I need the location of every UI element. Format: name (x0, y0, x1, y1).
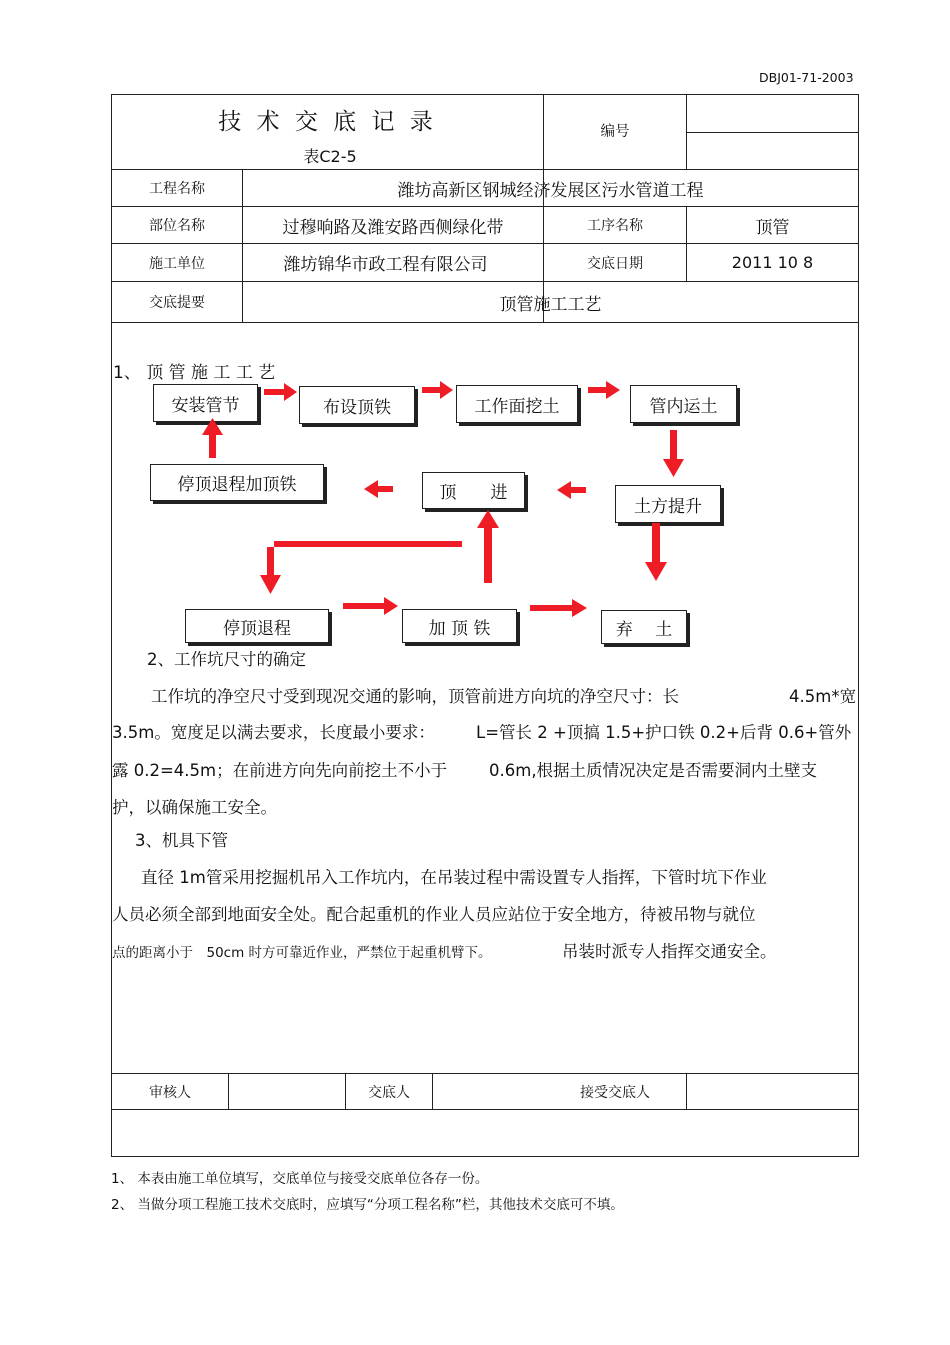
section-3-line-2: 人员必须全部到地面安全处。配合起重机的作业人员应站位于安全地方，待被吊物与就位 (112, 905, 756, 924)
arrow-right-icon (343, 597, 398, 615)
project-name: 潍坊高新区钢城经济发展区污水管道工程 (397, 180, 704, 201)
summary-label: 交底提要 (149, 295, 205, 311)
discloser-field[interactable] (433, 1074, 543, 1109)
number-label: 编号 (600, 123, 630, 140)
section-2-heading: 2、工作坑尺寸的确定 (147, 650, 306, 669)
part-name: 过穆响路及潍安路西侧绿化带 (282, 217, 504, 238)
arrow-right-icon (264, 383, 297, 401)
process-name-label: 工序名称 (587, 218, 643, 234)
project-name-label: 工程名称 (149, 181, 205, 197)
arrow-down-icon (663, 430, 684, 477)
discloser-label: 交底人 (368, 1084, 410, 1101)
section-2-line-3-end: 0.6m,根据土质情况决定是否需要洞内土壁支 (489, 761, 818, 780)
flow-node-add-jacking-iron: 加 顶 铁 (402, 609, 517, 643)
footnote-1: 1、 本表由施工单位填写，交底单位与接受交底单位各存一份。 (111, 1171, 489, 1187)
construction-unit: 潍坊锦华市政工程有限公司 (283, 255, 488, 275)
section-3-line-1: 直径 1m管采用挖掘机吊入工作坑内，在吊装过程中需设置专人指挥，下管时坑下作业 (141, 868, 767, 887)
flow-node-jacking: 顶 进 (422, 472, 525, 509)
form-number: 表C2-5 (303, 146, 357, 166)
construction-unit-label: 施工单位 (149, 255, 205, 272)
document-code: DBJ01-71-2003 (759, 70, 854, 85)
section-2-line-4: 护，以确保施工安全。 (112, 798, 277, 817)
flowchart-heading: 1、 顶 管 施 工 工 艺 (113, 363, 276, 383)
section-3-heading: 3、机具下管 (135, 831, 228, 850)
part-name-label: 部位名称 (149, 218, 205, 234)
summary: 顶管施工工艺 (499, 294, 602, 315)
process-name: 顶管 (755, 217, 790, 238)
footnote-2: 2、 当做分项工程施工技术交底时，应填写“分项工程名称”栏，其他技术交底可不填。 (111, 1197, 624, 1213)
arrow-left-icon (364, 480, 393, 498)
flow-node-lay-jacking-iron: 布设顶铁 (299, 386, 415, 424)
flow-node-face-excavation: 工作面挖土 (456, 385, 578, 423)
reviewer-label: 审核人 (149, 1084, 191, 1101)
section-2-line-3-start: 露 0.2=4.5m；在前进方向先向前挖土不小于 (112, 761, 448, 780)
number-field-1[interactable] (687, 95, 858, 132)
arrow-right-icon (588, 381, 620, 399)
flow-node-pipe-transport: 管内运土 (630, 385, 737, 423)
document-title: 技 术 交 底 记 录 (218, 108, 437, 135)
flow-node-discard-soil: 弃 土 (601, 610, 687, 644)
receiver-field[interactable] (687, 1074, 858, 1109)
arrow-up-icon (477, 510, 499, 583)
receiver-label: 接受交底人 (580, 1084, 650, 1101)
section-2-line-2-start: 3.5m。宽度足以满去要求，长度最小要求： (112, 723, 435, 742)
date-label: 交底日期 (587, 255, 643, 272)
disclosure-date: 2011 10 8 (731, 253, 814, 272)
reviewer-field[interactable] (229, 1074, 345, 1109)
section-2-line-1: 工作坑的净空尺寸受到现况交通的影响，顶管前进方向坑的净空尺寸：长 (151, 687, 679, 706)
section-3-line-3-end: 吊装时派专人指挥交通安全。 (562, 942, 777, 961)
arrow-right-icon (422, 381, 453, 399)
flow-node-stop-retract-add: 停顶退程加顶铁 (150, 464, 324, 501)
arrow-down-icon (645, 523, 667, 581)
arrow-up-icon (202, 418, 223, 458)
section-3-line-3-start: 点的距离小于 50cm 时方可靠近作业，严禁位于起重机臂下。 (112, 945, 492, 961)
arrow-elbow-icon (260, 541, 462, 594)
arrow-right-icon (530, 599, 587, 617)
section-2-line-2-end: L=管长 2 +顶搞 1.5+护口铁 0.2+后背 0.6+管外 (476, 723, 852, 742)
arrow-left-icon (557, 481, 586, 499)
section-2-line-1-end: 4.5m*宽 (789, 687, 857, 706)
number-field-2[interactable] (687, 133, 858, 169)
flow-node-stop-retract: 停顶退程 (185, 609, 329, 643)
flow-node-earth-lifting: 土方提升 (615, 485, 721, 523)
flow-node-install-pipe: 安装管节 (153, 384, 258, 422)
